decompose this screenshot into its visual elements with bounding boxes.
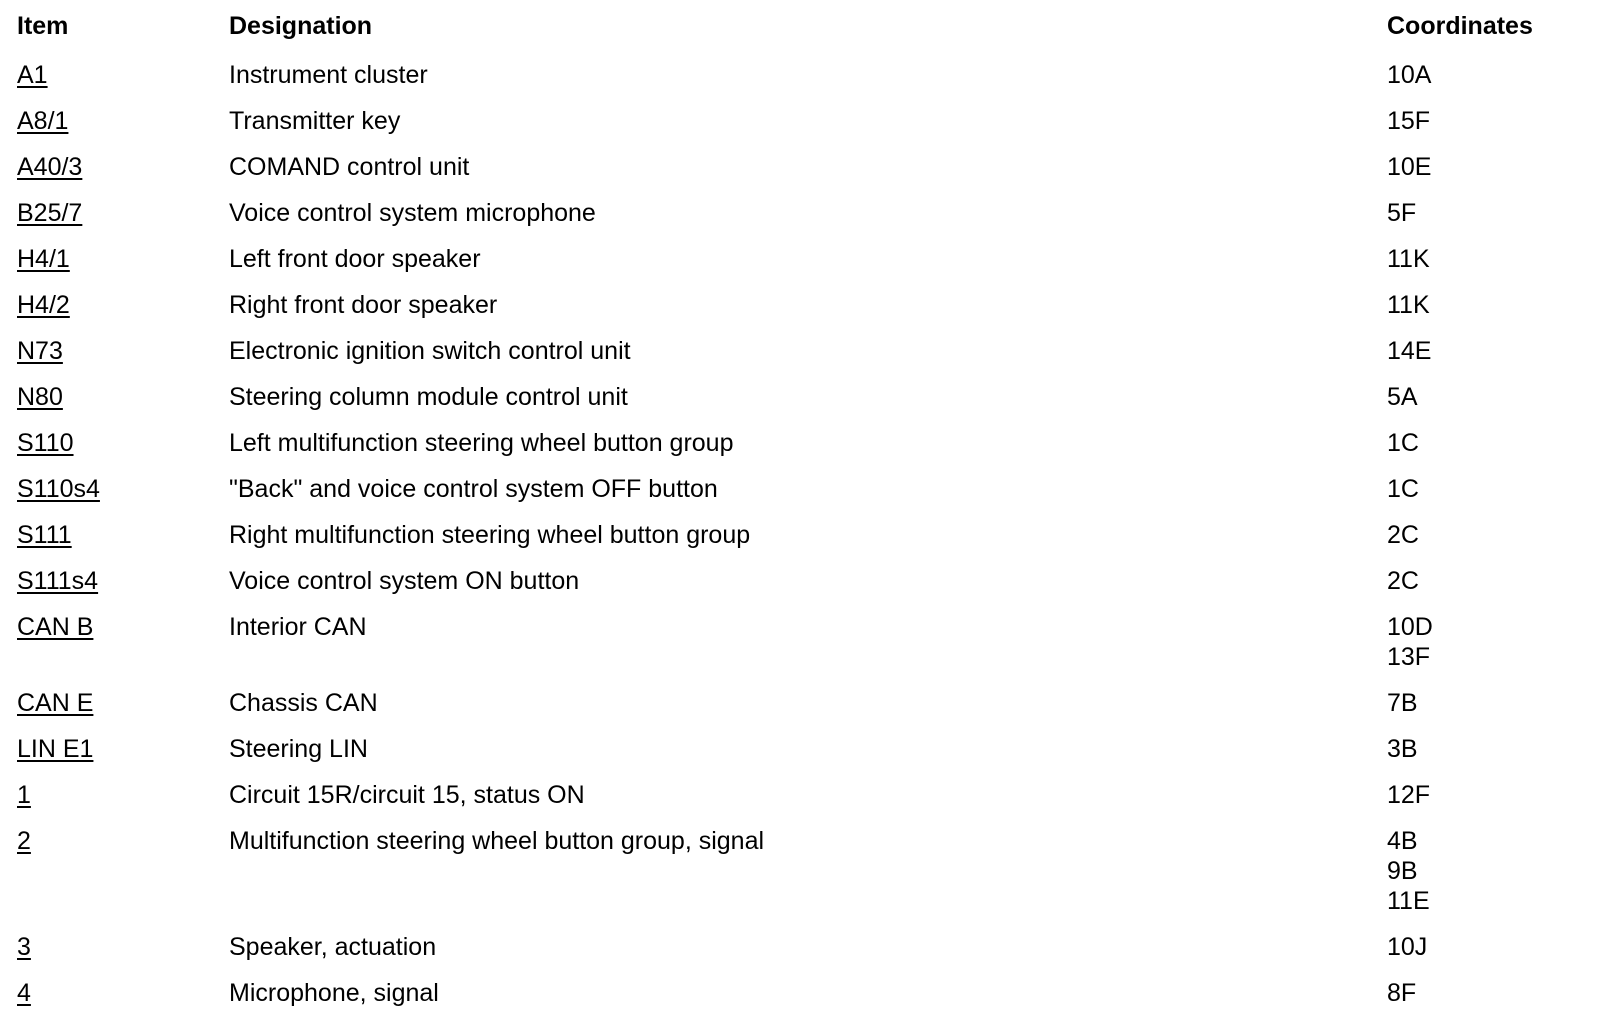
designation-cell: Steering column module control unit <box>229 383 628 411</box>
designation-cell: "Back" and voice control system OFF button <box>229 475 718 503</box>
item-link[interactable]: S110s4 <box>17 475 100 503</box>
table-row <box>17 51 1595 97</box>
table-row <box>17 97 1595 143</box>
coordinates-cell <box>1387 679 1595 725</box>
table-row <box>17 725 1595 771</box>
coordinates-cell <box>1387 923 1595 969</box>
item-link[interactable]: LIN E1 <box>17 735 94 763</box>
coordinate-value: 11K <box>1387 291 1430 319</box>
item-cell <box>17 817 229 923</box>
designation-cell: Circuit 15R/circuit 15, status ON <box>229 781 585 809</box>
item-link[interactable]: A40/3 <box>17 153 83 181</box>
designation-cell: Transmitter key <box>229 107 401 135</box>
designation-cell: Chassis CAN <box>229 689 378 717</box>
coordinate-value: 7B <box>1387 689 1418 717</box>
item-link[interactable]: S110 <box>17 429 74 457</box>
coordinates-cell <box>1387 327 1595 373</box>
coordinates-cell <box>1387 603 1595 679</box>
item-link[interactable]: 4 <box>17 979 31 1007</box>
coordinate-value: 5F <box>1387 199 1417 227</box>
coordinates-cell <box>1387 969 1595 1015</box>
item-cell <box>17 465 229 511</box>
table-row <box>17 817 1595 923</box>
item-link[interactable]: 3 <box>17 933 31 961</box>
designation-cell: Instrument cluster <box>229 61 428 89</box>
designation-cell: Voice control system ON button <box>229 567 580 595</box>
coordinate-value: 10D <box>1387 613 1433 641</box>
coordinate-value: 8F <box>1387 979 1417 1007</box>
item-link[interactable]: S111 <box>17 521 72 549</box>
table-row <box>17 189 1595 235</box>
designation-column-header: Designation <box>229 12 373 40</box>
coordinate-value: 3B <box>1387 735 1418 763</box>
item-cell <box>17 969 229 1015</box>
coordinate-value: 10E <box>1387 153 1432 181</box>
table-row <box>17 923 1595 969</box>
legend-table-header <box>17 8 1595 51</box>
coordinate-value: 10A <box>1387 61 1432 89</box>
item-cell <box>17 511 229 557</box>
item-link[interactable]: H4/1 <box>17 245 70 273</box>
designation-cell: Right front door speaker <box>229 291 498 319</box>
item-cell <box>17 189 229 235</box>
item-cell <box>17 51 229 97</box>
coordinates-column-header: Coordinates <box>1387 12 1533 40</box>
designation-cell: Electronic ignition switch control unit <box>229 337 631 365</box>
coordinates-cell <box>1387 725 1595 771</box>
designation-cell: Interior CAN <box>229 613 367 641</box>
coordinate-value: 13F <box>1387 643 1431 671</box>
coordinates-cell <box>1387 465 1595 511</box>
table-row <box>17 511 1595 557</box>
coordinates-cell <box>1387 235 1595 281</box>
coordinates-cell <box>1387 143 1595 189</box>
item-link[interactable]: H4/2 <box>17 291 70 319</box>
coordinates-cell <box>1387 557 1595 603</box>
table-row <box>17 969 1595 1015</box>
table-row <box>17 281 1595 327</box>
table-row <box>17 465 1595 511</box>
legend-table <box>17 8 1595 1015</box>
table-row <box>17 679 1595 725</box>
table-row <box>17 235 1595 281</box>
header-row <box>17 8 1595 51</box>
coordinates-cell <box>1387 771 1595 817</box>
item-cell <box>17 327 229 373</box>
coordinate-value: 5A <box>1387 383 1418 411</box>
coordinate-value: 10J <box>1387 933 1428 961</box>
coordinate-value: 14E <box>1387 337 1432 365</box>
designation-cell: Left front door speaker <box>229 245 481 273</box>
item-cell <box>17 725 229 771</box>
coordinate-value: 15F <box>1387 107 1431 135</box>
designation-cell: COMAND control unit <box>229 153 470 181</box>
item-cell <box>17 143 229 189</box>
designation-cell: Voice control system microphone <box>229 199 596 227</box>
table-row <box>17 419 1595 465</box>
coordinate-value: 11E <box>1387 887 1430 915</box>
item-cell <box>17 603 229 679</box>
coordinates-cell <box>1387 373 1595 419</box>
coordinates-cell <box>1387 511 1595 557</box>
designation-cell: Right multifunction steering wheel button group <box>229 521 751 549</box>
coordinate-value: 1C <box>1387 475 1419 503</box>
item-cell <box>17 679 229 725</box>
item-link[interactable]: N73 <box>17 337 63 365</box>
legend-table-body <box>17 51 1595 1015</box>
table-row <box>17 771 1595 817</box>
item-column-header: Item <box>17 12 69 40</box>
table-row <box>17 373 1595 419</box>
coordinate-value: 9B <box>1387 857 1418 885</box>
item-cell <box>17 235 229 281</box>
item-link[interactable]: 2 <box>17 827 31 855</box>
item-link[interactable]: 1 <box>17 781 31 809</box>
item-link[interactable]: N80 <box>17 383 63 411</box>
coordinate-value: 2C <box>1387 521 1419 549</box>
coordinate-value: 4B <box>1387 827 1418 855</box>
coordinates-cell <box>1387 189 1595 235</box>
item-cell <box>17 557 229 603</box>
table-row <box>17 557 1595 603</box>
designation-cell: Steering LIN <box>229 735 368 763</box>
coordinates-cell <box>1387 419 1595 465</box>
coordinates-cell <box>1387 97 1595 143</box>
coordinates-cell <box>1387 817 1595 923</box>
item-link[interactable]: CAN B <box>17 613 94 641</box>
coordinate-value: 12F <box>1387 781 1431 809</box>
designation-cell: Speaker, actuation <box>229 933 437 961</box>
item-cell <box>17 923 229 969</box>
item-cell <box>17 373 229 419</box>
item-link[interactable]: A1 <box>17 61 48 89</box>
item-link[interactable]: S111s4 <box>17 567 99 595</box>
designation-cell: Microphone, signal <box>229 979 439 1007</box>
designation-cell: Left multifunction steering wheel button group <box>229 429 734 457</box>
table-row <box>17 143 1595 189</box>
item-link[interactable]: CAN E <box>17 689 94 717</box>
item-link[interactable]: A8/1 <box>17 107 69 135</box>
coordinate-value: 11K <box>1387 245 1430 273</box>
table-row <box>17 603 1595 679</box>
table-row <box>17 327 1595 373</box>
designation-cell: Multifunction steering wheel button group, signal <box>229 827 765 855</box>
item-cell <box>17 97 229 143</box>
coordinate-value: 2C <box>1387 567 1419 595</box>
item-link[interactable]: B25/7 <box>17 199 83 227</box>
item-cell <box>17 771 229 817</box>
item-cell <box>17 419 229 465</box>
coordinate-value: 1C <box>1387 429 1419 457</box>
item-cell <box>17 281 229 327</box>
coordinates-cell <box>1387 281 1595 327</box>
coordinates-cell <box>1387 51 1595 97</box>
